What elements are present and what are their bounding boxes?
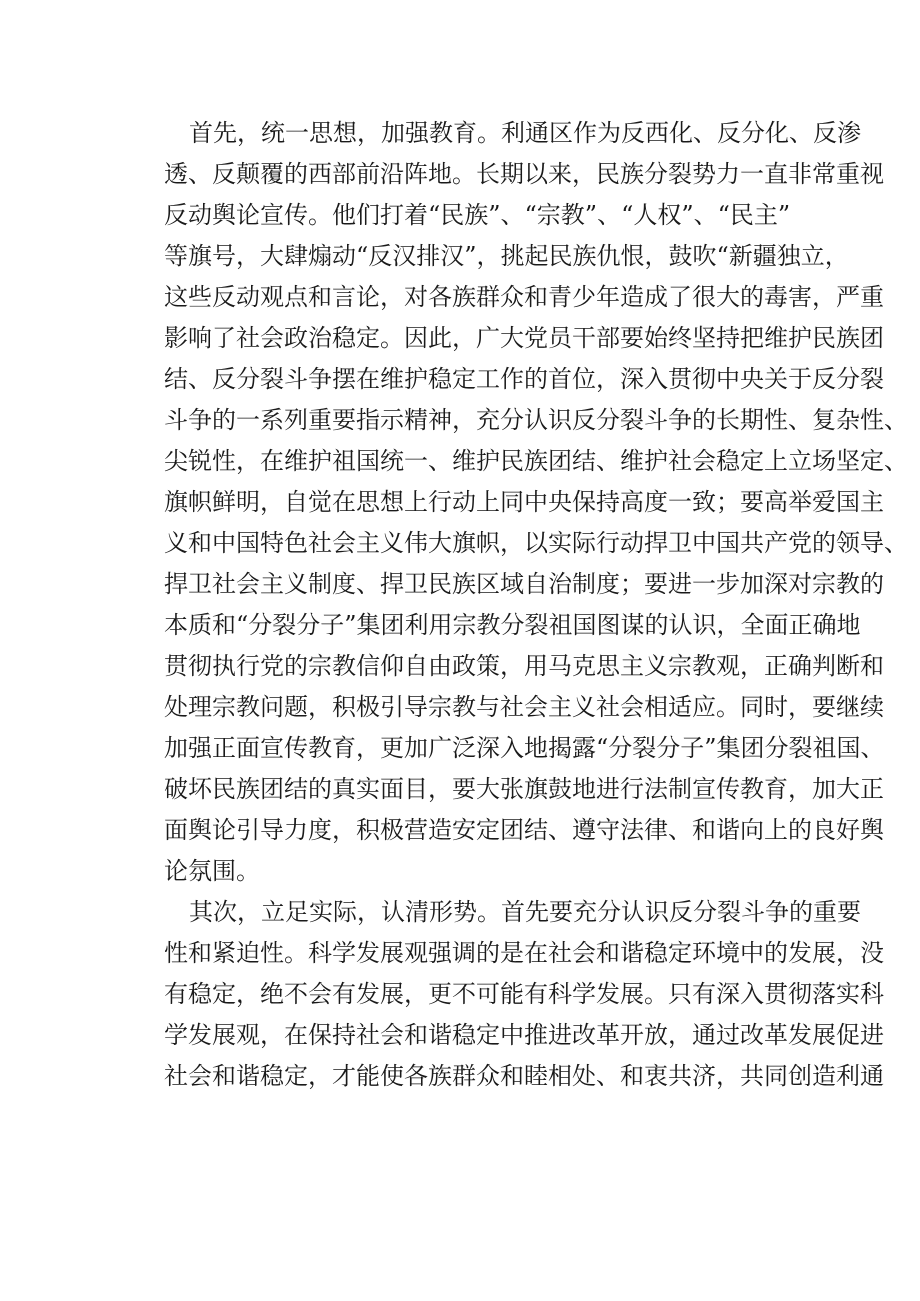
paragraph-1 [164, 113, 908, 892]
paragraph-2 [164, 892, 884, 1097]
text-line: 结、反分裂斗争摆在维护稳定工作的首位，深入贯彻中央关于反分裂 [164, 365, 884, 393]
text-line: 学发展观，在保持社会和谐稳定中推进改革开放，通过改革发展促进 [164, 1021, 884, 1049]
text-line: 透、反颠覆的西部前沿阵地。长期以来，民族分裂势力一直非常重视 [164, 160, 884, 188]
text-line: 破坏民族团结的真实面目，要大张旗鼓地进行法制宣传教育，加大正 [164, 775, 884, 803]
text-line: 等旗号，大肆煽动“反汉排汉”，挑起民族仇恨，鼓吹“新疆独立， [164, 242, 849, 270]
text-line: 捍卫社会主义制度、捍卫民族区域自治制度；要进一步加深对宗教的 [164, 570, 884, 598]
text-line: 面舆论引导力度，积极营造安定团结、遵守法律、和谐向上的良好舆 [164, 816, 884, 844]
text-line: 社会和谐稳定，才能使各族群众和睦相处、和衷共济，共同创造利通 [164, 1062, 884, 1090]
document-body [164, 113, 908, 1097]
text-line: 处理宗教问题，积极引导宗教与社会主义社会相适应。同时，要继续 [164, 693, 884, 721]
text-line: 反动舆论宣传。他们打着“民族”、“宗教”、“人权”、“民主” [164, 201, 791, 229]
text-line: 有稳定，绝不会有发展，更不可能有科学发展。只有深入贯彻落实科 [164, 980, 884, 1008]
text-line: 这些反动观点和言论，对各族群众和青少年造成了很大的毒害，严重 [164, 283, 884, 311]
text-line: 义和中国特色社会主义伟大旗帜，以实际行动捍卫中国共产党的领导、 [164, 529, 908, 557]
text-line: 贯彻执行党的宗教信仰自由政策，用马克思主义宗教观，正确判断和 [164, 652, 884, 680]
text-line: 旗帜鲜明，自觉在思想上行动上同中央保持高度一致；要高举爱国主 [164, 488, 884, 516]
text-line: 本质和“分裂分子”集团利用宗教分裂祖国图谋的认识，全面正确地 [164, 611, 861, 639]
text-line: 尖锐性，在维护祖国统一、维护民族团结、维护社会稳定上立场坚定、 [164, 447, 908, 475]
text-line: 加强正面宣传教育，更加广泛深入地揭露“分裂分子”集团分裂祖国、 [164, 734, 885, 762]
text-line: 斗争的一系列重要指示精神，充分认识反分裂斗争的长期性、复杂性、 [164, 406, 908, 434]
text-line: 影响了社会政治稳定。因此，广大党员干部要始终坚持把维护民族团 [164, 324, 884, 352]
text-line: 首先，统一思想，加强教育。利通区作为反西化、反分化、反渗 [189, 119, 861, 147]
text-line: 性和紧迫性。科学发展观强调的是在社会和谐稳定环境中的发展，没 [164, 939, 884, 967]
text-line: 论氛围。 [164, 857, 260, 885]
text-line: 其次，立足实际，认清形势。首先要充分认识反分裂斗争的重要 [189, 898, 861, 926]
